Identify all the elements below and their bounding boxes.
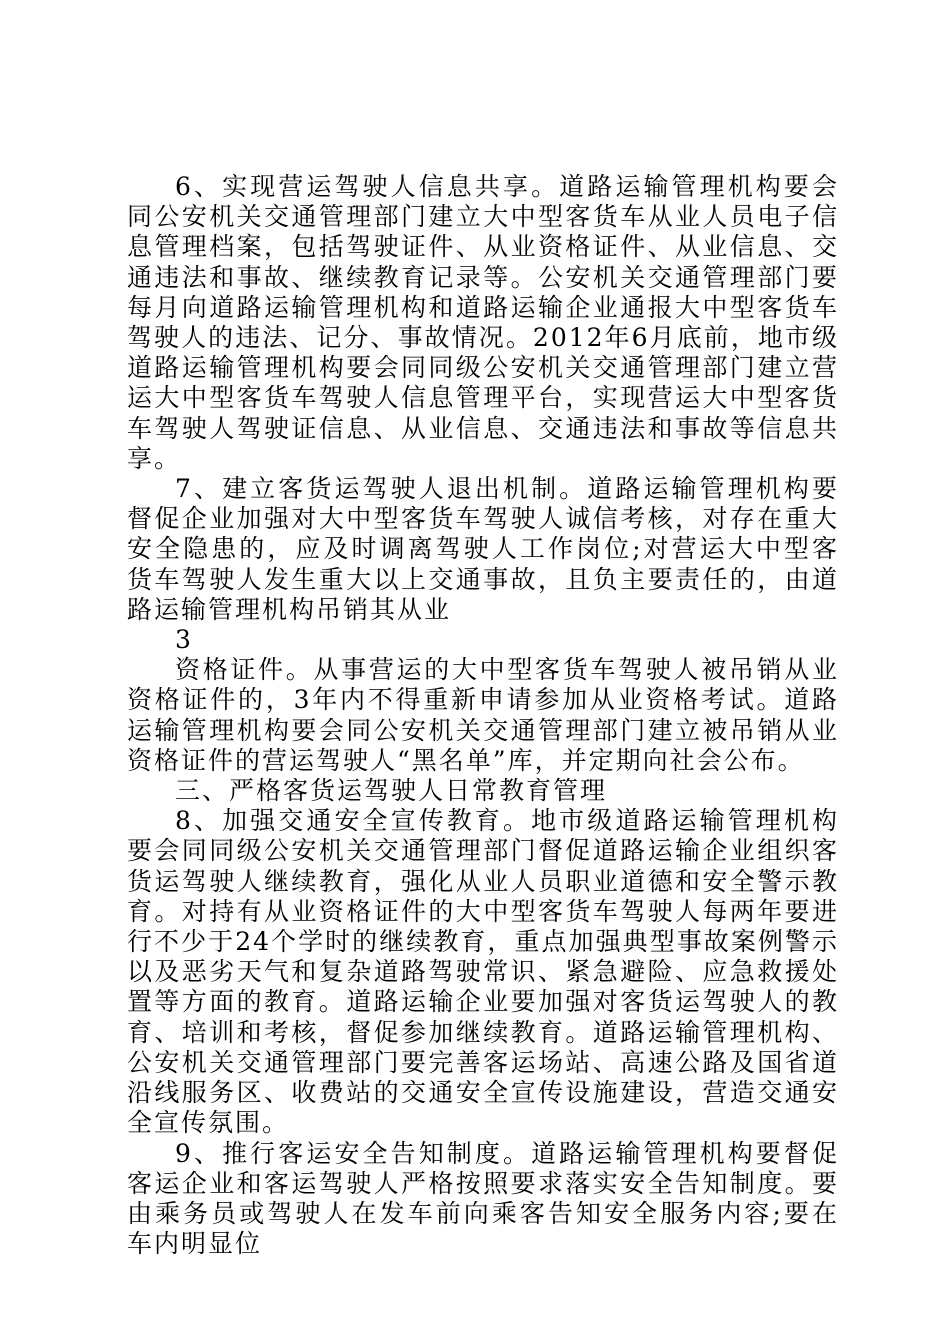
paragraph-9: 9、推行客运安全告知制度。道路运输管理机构要督促客运企业和客运驾驶人严格按照要求落实安全告知制度。要由乘务员或驾驶人在发车前向乘客告知安全服务内容;要在车内明显位 bbox=[127, 1138, 839, 1259]
paragraph-8: 8、加强交通安全宣传教育。地市级道路运输管理机构要会同同级公安机关交通管理部门督促道路运输企业组织客货运驾驶人继续教育，强化从业人员职业道德和安全警示教育。对持有从业资格证件的大中型客货车驾驶人每两年要进行不少于24个学时的继续教育，重点加强典型事故案例警示以及恶劣天气和复杂道路驾驶常识、紧急避险、应急救援处置等方面的教育。道路运输企业要加强对客货运驾驶人的教育、培训和考核，督促参加继续教育。道路运输管理机构、公安机关交通管理部门要完善客运场站、高速公路及国省道沿线服务区、收费站的交通安全宣传设施建设，营造交通安全宣传氛围。 bbox=[127, 806, 839, 1138]
paragraph-7-continued: 资格证件。从事营运的大中型客货车驾驶人被吊销从业资格证件的，3年内不得重新申请参加从业资格考试。道路运输管理机构要会同公安机关交通管理部门建立被吊销从业资格证件的营运驾驶人“黑名单”库，并定期向社会公布。 bbox=[127, 655, 839, 775]
paragraph-7: 7、建立客货运驾驶人退出机制。道路运输管理机构要督促企业加强对大中型客货车驾驶人诚信考核，对存在重大安全隐患的，应及时调离驾驶人工作岗位;对营运大中型客货车驾驶人发生重大以上交通事故，且负主要责任的，由道路运输管理机构吊销其从业 bbox=[127, 474, 839, 624]
document-page bbox=[127, 172, 839, 1259]
paragraph-6: 6、实现营运驾驶人信息共享。道路运输管理机构要会同公安机关交通管理部门建立大中型客货车从业人员电子信息管理档案，包括驾驶证件、从业资格证件、从业信息、交通违法和事故、继续教育记录等。公安机关交通管理部门要每月向道路运输管理机构和道路运输企业通报大中型客货车驾驶人的违法、记分、事故情况。2012年6月底前，地市级道路运输管理机构要会同同级公安机关交通管理部门建立营运大中型客货车驾驶人信息管理平台，实现营运大中型客货车驾驶人驾驶证信息、从业信息、交通违法和事故等信息共享。 bbox=[127, 172, 839, 473]
page-number: 3 bbox=[175, 625, 193, 655]
section-heading-3: 三、严格客货运驾驶人日常教育管理 bbox=[175, 776, 608, 806]
